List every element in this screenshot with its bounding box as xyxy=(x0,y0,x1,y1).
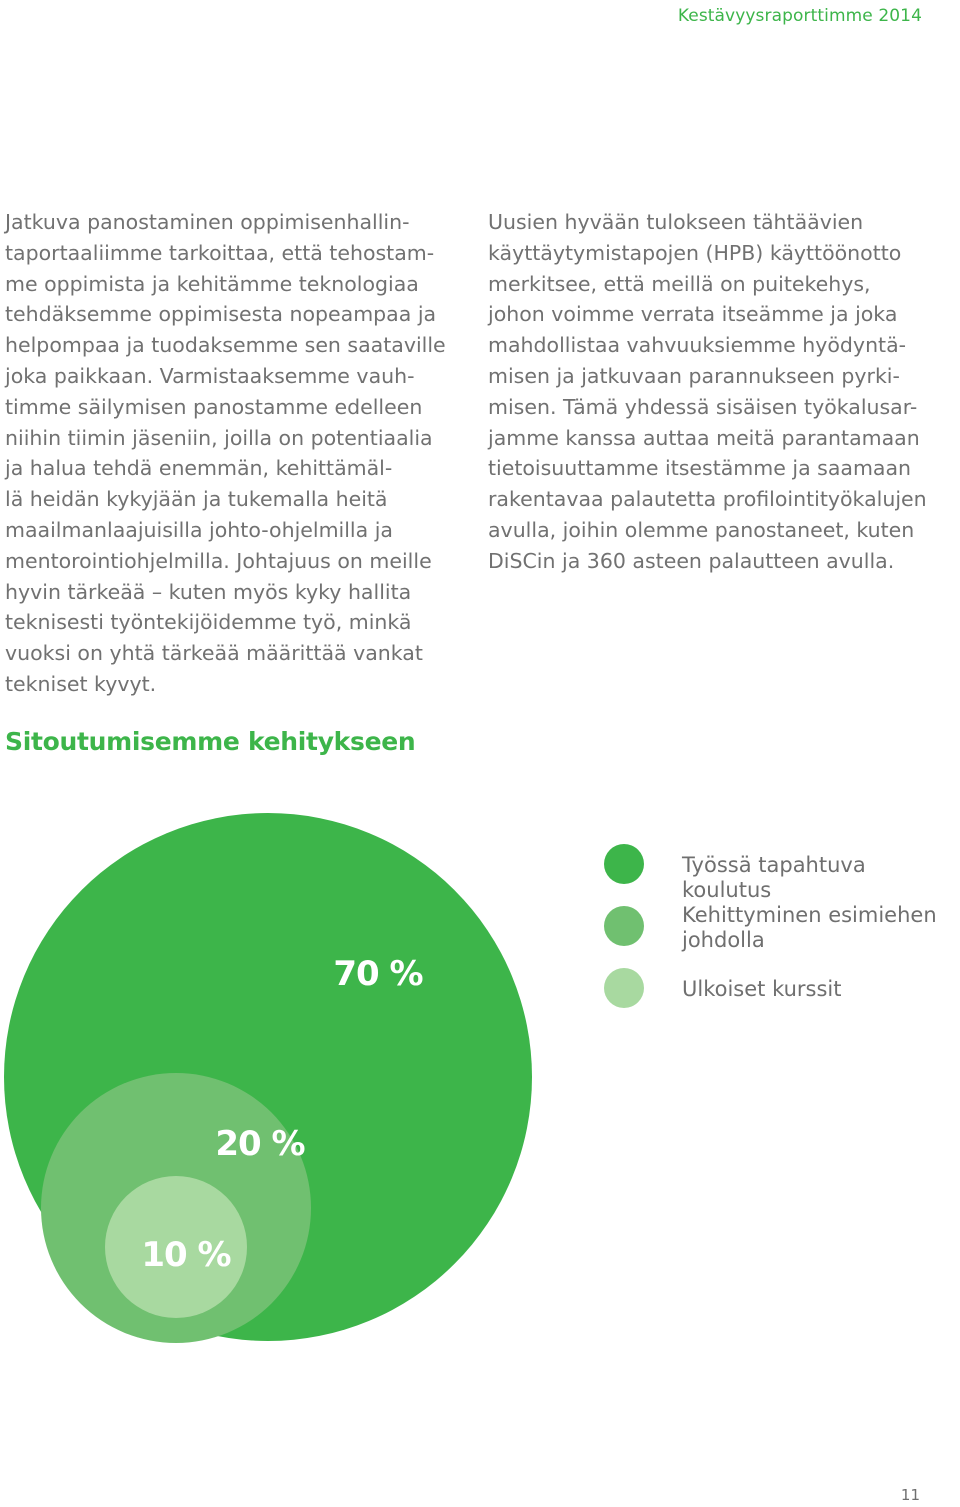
legend-label: Ulkoiset kurssit xyxy=(682,977,842,1001)
right-column-paragraph: Uusien hyvään tulokseen tähtäävien käyttäytymistapojen (HPB) käyttöönotto merkitsee, että meillä on puitekehys, johon voimme verrata itseämme ja joka mahdollistaa vahvuuksiemme hyödyntä- misen ja jatkuvaan parannukseen pyrki- misen. Tämä yhdessä sisäisen työkalusar- jamme kanssa auttaa meitä parantamaan tietoisuuttamme itsestämme ja saamaan rakentavaa palautetta profilointityökalujen avulla, joihin olemme panostaneet, kuten DiSCin ja 360 asteen palautteen avulla. xyxy=(488,210,927,573)
left-column-paragraph: Jatkuva panostaminen oppimisenhallin- taportaaliimme tarkoittaa, että tehostam- me oppimista ja kehitämme teknologiaa tehdäksemme oppimisesta nopeampaa ja helpompaa ja tuodaksemme sen saataville joka paikkaan. Varmistaaksemme vauh- timme säilymisen panostamme edelleen niihin tiimin jäseniin, joilla on potentiaalia ja halua tehdä enemmän, kehittämäl- lä heidän kykyjään ja tukemalla heitä maailmanlaajuisilla johto-ohjelmilla ja mentorointiohjelmilla. Johtajuus on meille hyvin tärkeää – kuten myös kyky hallita teknisesti työntekijöidemme työ, minkä vuoksi on yhtä tärkeää määrittää vankat tekniset kyvyt. xyxy=(5,210,446,696)
legend-dot-icon xyxy=(604,906,644,946)
report-title: Kestävyysraporttimme 2014 xyxy=(677,6,922,26)
right-text-column xyxy=(488,207,953,577)
legend-label: Työssä tapahtuva koulutus xyxy=(682,853,866,902)
bubble-label-2: 10 % xyxy=(141,1235,231,1275)
legend-label: Kehittyminen esimiehen johdolla xyxy=(682,903,937,952)
bubble-label-0: 70 % xyxy=(333,954,423,994)
nested-bubble-chart xyxy=(0,800,560,1360)
section-heading: Sitoutumisemme kehitykseen xyxy=(5,727,416,756)
legend-dot-icon xyxy=(604,844,644,884)
left-text-column xyxy=(5,207,457,700)
legend-dot-icon xyxy=(604,968,644,1008)
legend-item-2 xyxy=(604,968,960,1008)
page-number: 11 xyxy=(900,1486,920,1504)
bubble-label-1: 20 % xyxy=(215,1124,305,1164)
legend-item-1 xyxy=(604,903,960,953)
legend-item-0 xyxy=(604,844,960,903)
